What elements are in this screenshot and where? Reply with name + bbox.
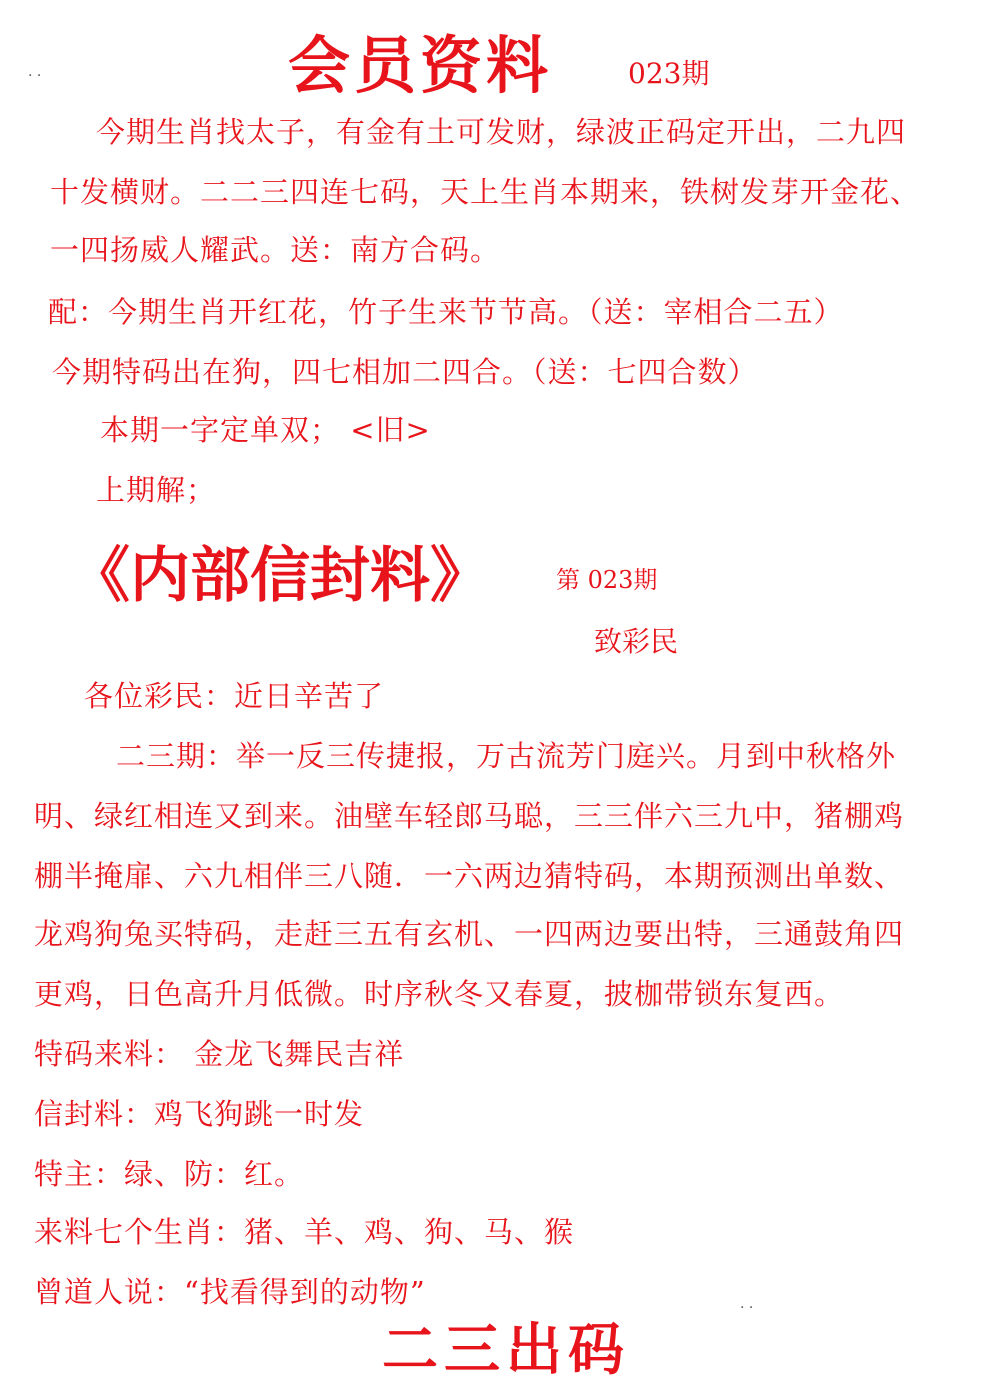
- info-item: 信封料：鸡飞狗跳一时发: [34, 1097, 365, 1131]
- paragraph-line: 今期生肖找太子，有金有土可发财，绿波正码定开出，二九四: [96, 115, 907, 149]
- scan-speck: . .: [740, 1296, 754, 1312]
- info-item: 特主：绿、防：红。: [34, 1157, 305, 1191]
- issue-number: 023期: [628, 57, 710, 90]
- paragraph-line: 今期特码出在狗，四七相加二四合。（送：七四合数）: [52, 355, 758, 389]
- info-item: 特码来料： 金龙飞舞民吉祥: [34, 1037, 405, 1071]
- greeting: 各位彩民：近日辛苦了: [84, 679, 385, 713]
- paragraph-line: 上期解；: [96, 473, 217, 507]
- paragraph-line: 更鸡，日色高升月低微。时序秋冬又春夏，披枷带锁东复西。: [34, 977, 845, 1011]
- paragraph-line: 一四扬威人耀武。送：南方合码。: [50, 233, 501, 267]
- section-title: 《内部信封料》: [70, 541, 490, 611]
- salutation-to: 致彩民: [594, 625, 679, 658]
- scan-speck: . .: [28, 64, 42, 80]
- info-item: 来料七个生肖：猪、羊、鸡、狗、马、猴: [34, 1215, 575, 1249]
- paragraph-line: 二三期：举一反三传捷报，万古流芳门庭兴。月到中秋格外: [116, 739, 897, 773]
- paragraph-line: 棚半掩扉、六九相伴三八随．一六两边猜特码，本期预测出单数、: [34, 859, 905, 893]
- info-item: 曾道人说：“找看得到的动物”: [34, 1275, 426, 1309]
- paragraph-line: 十发横财。二二三四连七码，天上生肖本期来，铁树发芽开金花、: [50, 175, 921, 209]
- paragraph-line: 明、绿红相连又到来。油壁车轻郎马聪，三三伴六三九中，猪棚鸡: [34, 799, 905, 833]
- footer-title: 二三出码: [382, 1317, 630, 1383]
- paragraph-line: 配：今期生肖开红花，竹子生来节节高。（送：宰相合二五）: [48, 295, 844, 329]
- issue-number: 第 023期: [556, 566, 658, 594]
- page-title: 会员资料: [288, 29, 553, 102]
- paragraph-line: 本期一字定单双； <旧>: [100, 413, 431, 447]
- paragraph-line: 龙鸡狗兔买特码，走赶三五有玄机、一四两边要出特，三通鼓角四: [34, 917, 905, 951]
